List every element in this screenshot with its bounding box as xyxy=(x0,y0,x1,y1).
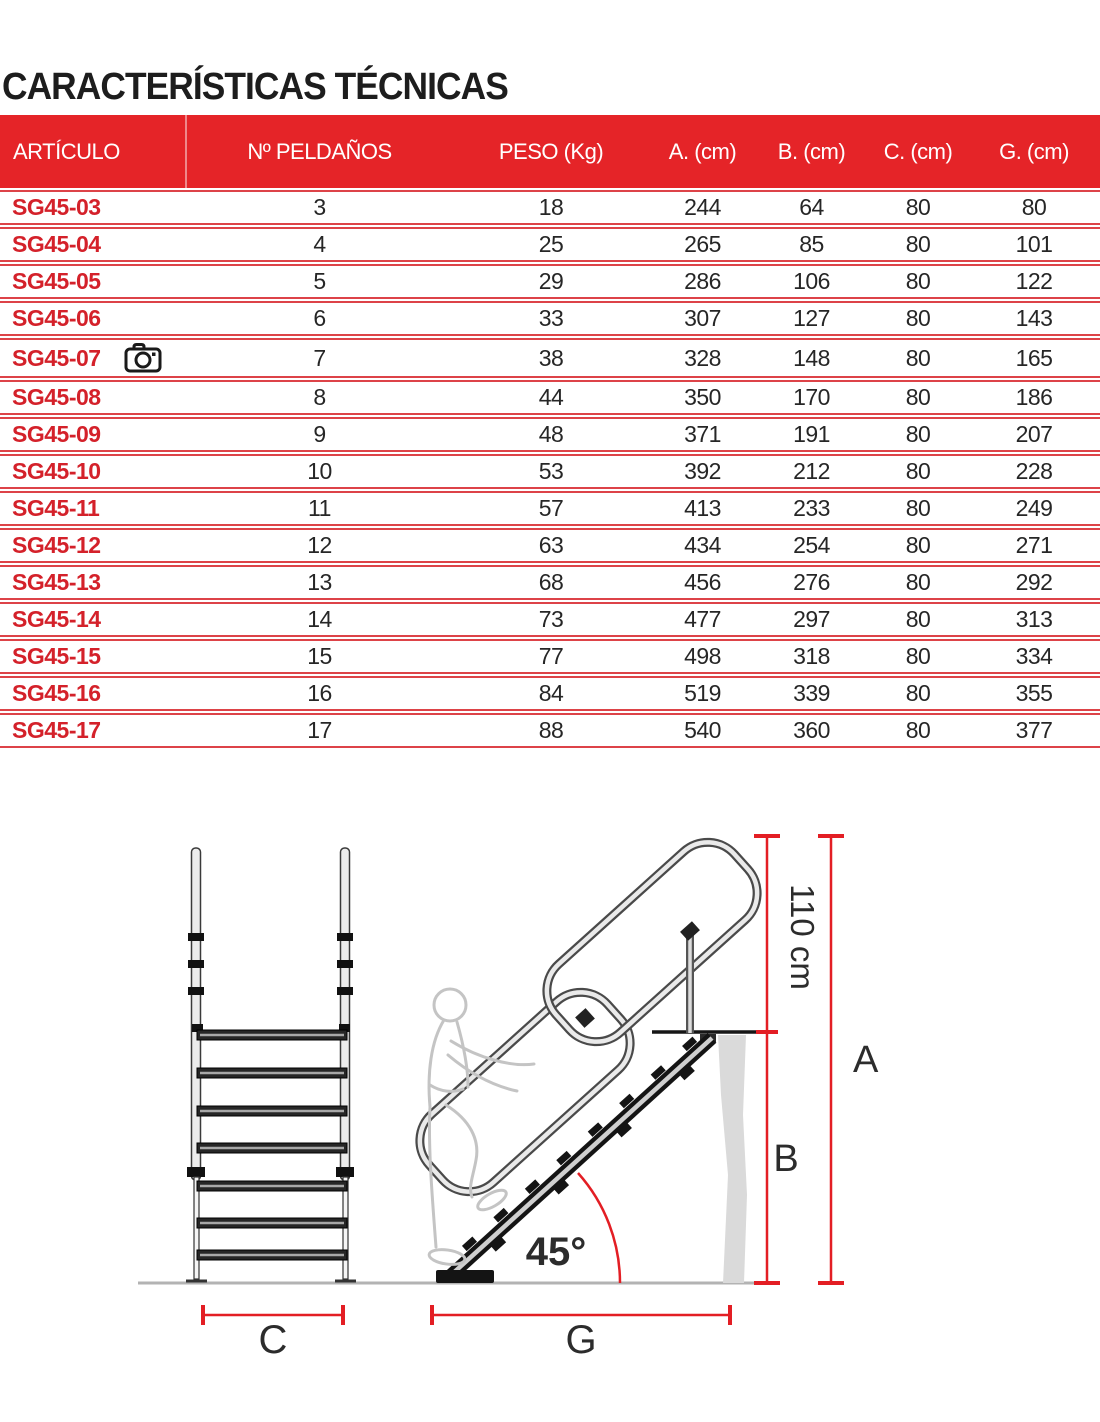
table-row xyxy=(0,454,1100,489)
b-cell: 127 xyxy=(755,301,868,336)
ladder-treads xyxy=(197,1030,347,1260)
table-row xyxy=(0,602,1100,637)
b-cell: 318 xyxy=(755,639,868,674)
b-cell: 106 xyxy=(755,264,868,299)
c-cell: 80 xyxy=(868,417,968,452)
peso-cell: 88 xyxy=(452,713,650,748)
g-cell: 334 xyxy=(968,639,1100,674)
peldanos-cell: 16 xyxy=(187,676,452,711)
articulo-code: SG45-15 xyxy=(12,643,101,669)
a-cell: 328 xyxy=(650,338,755,378)
b-cell: 254 xyxy=(755,528,868,563)
articulo-cell xyxy=(0,639,187,674)
table-header xyxy=(0,115,1100,188)
g-cell: 165 xyxy=(968,338,1100,378)
b-cell: 191 xyxy=(755,417,868,452)
b-cell: 233 xyxy=(755,491,868,526)
articulo-code: SG45-03 xyxy=(12,194,101,220)
table-row xyxy=(0,528,1100,563)
c-cell: 80 xyxy=(868,227,968,262)
articulo-cell xyxy=(0,676,187,711)
a-cell: 540 xyxy=(650,713,755,748)
a-cell: 392 xyxy=(650,454,755,489)
table-body xyxy=(0,190,1100,748)
articulo-code: SG45-17 xyxy=(12,717,101,743)
a-cell: 477 xyxy=(650,602,755,637)
articulo-cell xyxy=(0,602,187,637)
peldanos-cell: 10 xyxy=(187,454,452,489)
peldanos-cell: 14 xyxy=(187,602,452,637)
peldanos-cell: 9 xyxy=(187,417,452,452)
g-cell: 143 xyxy=(968,301,1100,336)
step-cleats xyxy=(462,1037,697,1252)
ladder-front-view xyxy=(186,848,356,1281)
table-row xyxy=(0,565,1100,600)
table-row xyxy=(0,676,1100,711)
b-cell: 85 xyxy=(755,227,868,262)
dim-g-label: G xyxy=(565,1318,597,1362)
articulo-code: SG45-16 xyxy=(12,680,101,706)
b-cell: 64 xyxy=(755,190,868,225)
articulo-cell xyxy=(0,190,187,225)
table-row xyxy=(0,491,1100,526)
peldanos-cell: 8 xyxy=(187,380,452,415)
peldanos-cell: 11 xyxy=(187,491,452,526)
g-cell: 228 xyxy=(968,454,1100,489)
a-cell: 286 xyxy=(650,264,755,299)
peldanos-cell: 7 xyxy=(187,338,452,378)
table-row xyxy=(0,190,1100,225)
a-cell: 371 xyxy=(650,417,755,452)
a-cell: 434 xyxy=(650,528,755,563)
dim-110cm-label: 110 cm xyxy=(784,884,821,990)
c-cell: 80 xyxy=(868,602,968,637)
peldanos-cell: 4 xyxy=(187,227,452,262)
b-cell: 360 xyxy=(755,713,868,748)
g-cell: 377 xyxy=(968,713,1100,748)
b-cell: 212 xyxy=(755,454,868,489)
peso-cell: 44 xyxy=(452,380,650,415)
peso-cell: 38 xyxy=(452,338,650,378)
g-cell: 292 xyxy=(968,565,1100,600)
table-row xyxy=(0,713,1100,748)
articulo-code: SG45-08 xyxy=(12,384,101,410)
table-row xyxy=(0,264,1100,299)
articulo-code: SG45-10 xyxy=(12,458,101,484)
g-cell: 80 xyxy=(968,190,1100,225)
a-cell: 350 xyxy=(650,380,755,415)
g-cell: 313 xyxy=(968,602,1100,637)
c-cell: 80 xyxy=(868,713,968,748)
peso-cell: 63 xyxy=(452,528,650,563)
a-cell: 456 xyxy=(650,565,755,600)
peldanos-cell: 17 xyxy=(187,713,452,748)
table-row xyxy=(0,301,1100,336)
peso-cell: 18 xyxy=(452,190,650,225)
c-cell: 80 xyxy=(868,301,968,336)
column-header: ARTÍCULO xyxy=(0,115,187,188)
column-header: Nº PELDAÑOS xyxy=(187,115,452,188)
g-cell: 207 xyxy=(968,417,1100,452)
dim-a-label: A xyxy=(853,1039,879,1081)
c-cell: 80 xyxy=(868,639,968,674)
articulo-code: SG45-06 xyxy=(12,305,101,331)
camera-icon xyxy=(123,341,163,375)
table-row xyxy=(0,639,1100,674)
column-header: A. (cm) xyxy=(650,115,755,188)
peldanos-cell: 13 xyxy=(187,565,452,600)
peso-cell: 48 xyxy=(452,417,650,452)
articulo-code: SG45-13 xyxy=(12,569,101,595)
c-cell: 80 xyxy=(868,528,968,563)
articulo-cell xyxy=(0,454,187,489)
column-header: PESO (Kg) xyxy=(452,115,650,188)
articulo-cell xyxy=(0,565,187,600)
articulo-code: SG45-12 xyxy=(12,532,101,558)
articulo-code: SG45-07 xyxy=(12,345,101,371)
articulo-cell xyxy=(0,338,187,378)
spec-table xyxy=(0,113,1100,750)
c-cell: 80 xyxy=(868,491,968,526)
a-cell: 519 xyxy=(650,676,755,711)
a-cell: 498 xyxy=(650,639,755,674)
table-row xyxy=(0,417,1100,452)
g-cell: 249 xyxy=(968,491,1100,526)
table-row xyxy=(0,338,1100,378)
articulo-cell xyxy=(0,528,187,563)
articulo-cell xyxy=(0,301,187,336)
peldanos-cell: 5 xyxy=(187,264,452,299)
c-cell: 80 xyxy=(868,676,968,711)
articulo-cell xyxy=(0,264,187,299)
b-cell: 339 xyxy=(755,676,868,711)
g-cell: 122 xyxy=(968,264,1100,299)
b-cell: 148 xyxy=(755,338,868,378)
a-cell: 307 xyxy=(650,301,755,336)
b-cell: 170 xyxy=(755,380,868,415)
peldanos-cell: 6 xyxy=(187,301,452,336)
stairs-side-view xyxy=(405,828,772,1283)
b-cell: 297 xyxy=(755,602,868,637)
g-cell: 271 xyxy=(968,528,1100,563)
dim-c-label: C xyxy=(258,1318,288,1362)
header-row xyxy=(0,115,1100,188)
dim-b-label: B xyxy=(773,1138,799,1180)
page-title: CARACTERÍSTICAS TÉCNICAS xyxy=(2,66,508,108)
peso-cell: 29 xyxy=(452,264,650,299)
articulo-code: SG45-05 xyxy=(12,268,101,294)
a-cell: 244 xyxy=(650,190,755,225)
articulo-cell xyxy=(0,713,187,748)
c-cell: 80 xyxy=(868,380,968,415)
articulo-code: SG45-04 xyxy=(12,231,101,257)
g-cell: 355 xyxy=(968,676,1100,711)
peldanos-cell: 3 xyxy=(187,190,452,225)
articulo-cell xyxy=(0,491,187,526)
peso-cell: 68 xyxy=(452,565,650,600)
c-cell: 80 xyxy=(868,190,968,225)
a-cell: 265 xyxy=(650,227,755,262)
peso-cell: 57 xyxy=(452,491,650,526)
g-cell: 186 xyxy=(968,380,1100,415)
c-cell: 80 xyxy=(868,454,968,489)
column-header: G. (cm) xyxy=(968,115,1100,188)
handrail-lower xyxy=(405,978,645,1207)
peso-cell: 84 xyxy=(452,676,650,711)
articulo-code: SG45-09 xyxy=(12,421,101,447)
c-cell: 80 xyxy=(868,338,968,378)
column-header: B. (cm) xyxy=(755,115,868,188)
articulo-cell xyxy=(0,417,187,452)
peso-cell: 33 xyxy=(452,301,650,336)
peso-cell: 73 xyxy=(452,602,650,637)
peso-cell: 53 xyxy=(452,454,650,489)
peldanos-cell: 15 xyxy=(187,639,452,674)
a-cell: 413 xyxy=(650,491,755,526)
handrail-upper xyxy=(532,828,772,1057)
articulo-code: SG45-14 xyxy=(12,606,101,632)
technical-diagram xyxy=(0,815,1100,1422)
articulo-cell xyxy=(0,227,187,262)
c-cell: 80 xyxy=(868,565,968,600)
peso-cell: 77 xyxy=(452,639,650,674)
articulo-code: SG45-11 xyxy=(12,495,100,521)
wall xyxy=(718,1035,747,1283)
table-row xyxy=(0,227,1100,262)
angle-label: 45° xyxy=(525,1230,587,1274)
g-cell: 101 xyxy=(968,227,1100,262)
table-row xyxy=(0,380,1100,415)
peso-cell: 25 xyxy=(452,227,650,262)
column-header: C. (cm) xyxy=(868,115,968,188)
b-cell: 276 xyxy=(755,565,868,600)
c-cell: 80 xyxy=(868,264,968,299)
articulo-cell xyxy=(0,380,187,415)
peldanos-cell: 12 xyxy=(187,528,452,563)
